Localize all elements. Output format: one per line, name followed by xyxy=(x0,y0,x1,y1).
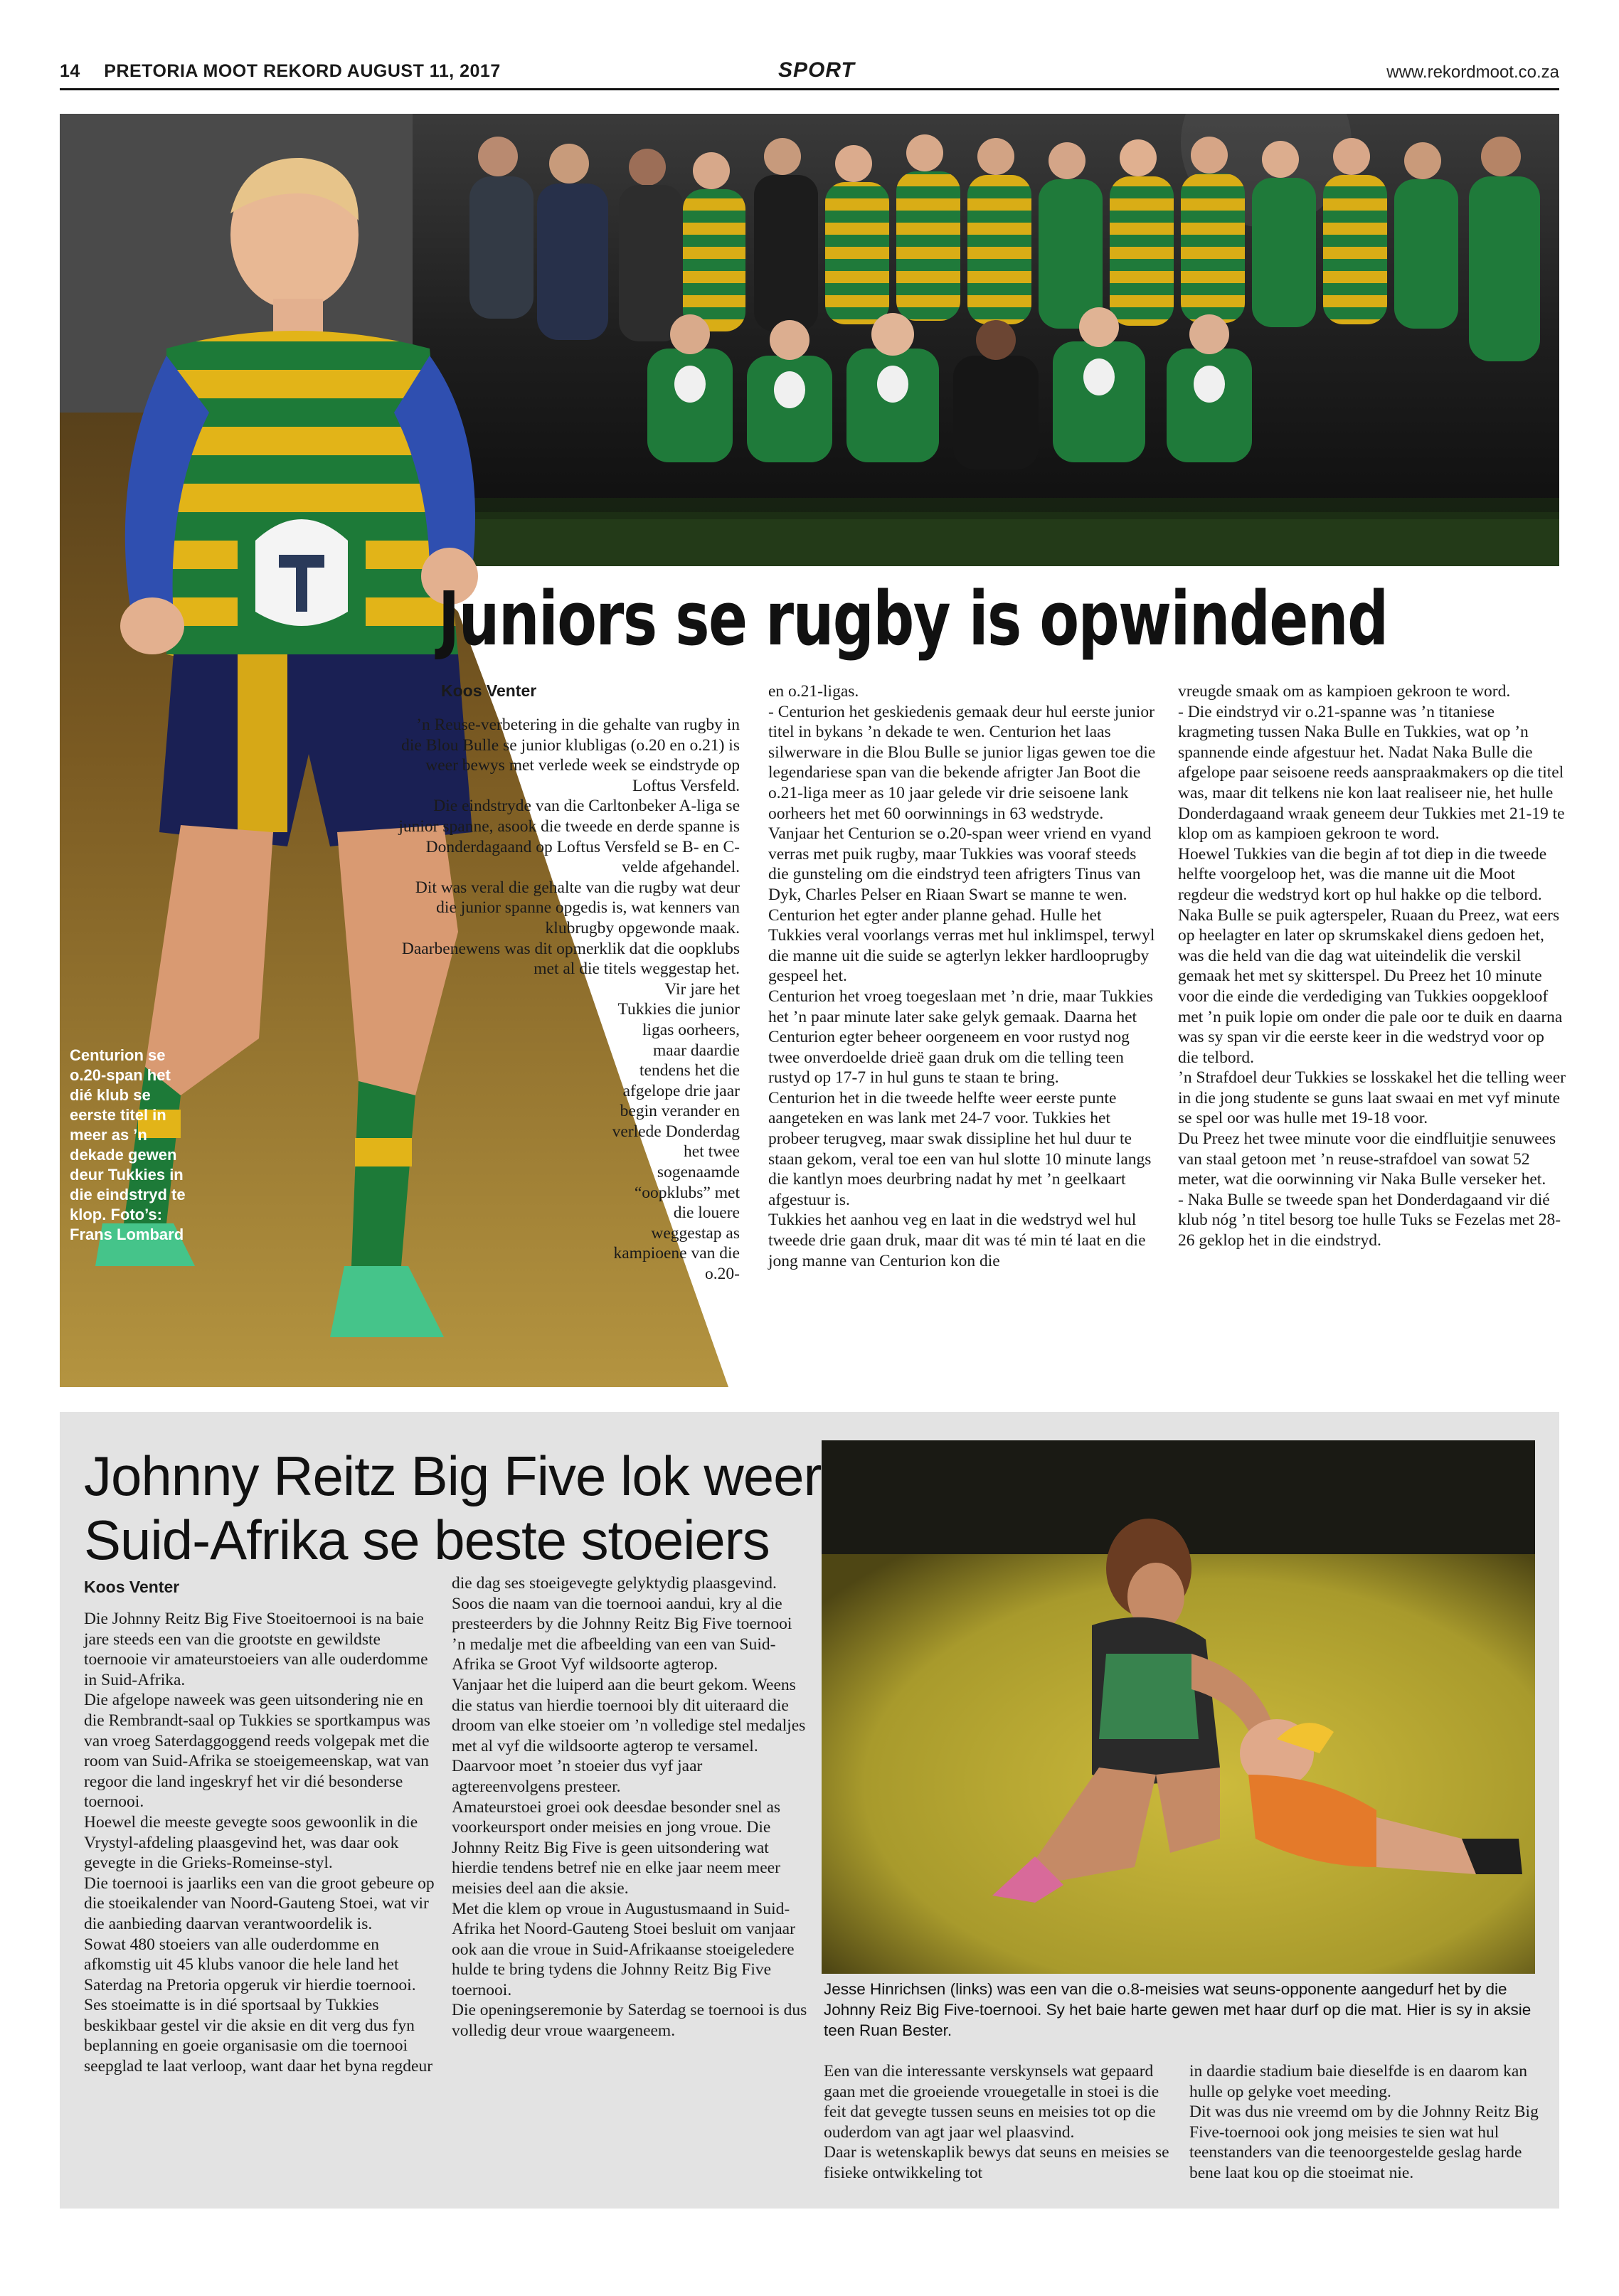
website-url[interactable]: www.rekordmoot.co.za xyxy=(1386,63,1559,82)
paragraph: Die openingseremonie by Saterdag se toernooi is dus volledig deur vroue waargeneem. xyxy=(452,2001,807,2041)
section-label: SPORT xyxy=(778,58,855,82)
paragraph: Sowat 480 stoeiers van alle ouderdomme en afkomstig uit 45 klubs vanoor die hele land het Saterdag na Pretoria opgeruk vir hierdie toernooi. xyxy=(84,1935,416,1994)
wrestling-column-1 xyxy=(84,1609,440,2077)
paragraph: Centurion het vroeg toegeslaan met ’n drie, maar Tukkies het ’n paar minute later sake gelyk gemaak. Daarna het Centurion egter beheer oorgeneem en voor rustyd nog twee onverdoelde drieë gaan druk om die telling teen rustyd op 17-7 in hul guns te staan te bring. xyxy=(768,987,1154,1088)
paragraph: ’n Reuse-verbetering in die gehalte van rugby in die Blou Bulle se junior klubligas (o.20 en o.21) is weer bewys met verlede week se eindstryde op Loftus Versfeld. xyxy=(401,716,740,795)
page-number: 14 xyxy=(60,61,80,81)
wrestling-photo-svg xyxy=(822,1440,1535,1974)
wrestling-photo-caption: Jesse Hinrichsen (links) was een van die o.8-meisies wat seuns-opponente aangedurf het by die Johnny Reiz Big Five-toernooi. Sy het baie harte gewen met haar durf op die mat. Hier is sy in aksie teen Ruan Bester. xyxy=(824,1980,1532,2039)
paragraph: Soos die naam van die toernooi aandui, kry al die presteerders by die Johnny Reitz Big Five toernooi ’n medalje met die afbeelding van een van Suid-Afrika se Groot Vyf wildsoorte agterop. xyxy=(452,1594,792,1674)
rugby-photo-caption: Centurion se o.20-span het dié klub se eerste titel in meer as ’n dekade gewen deur Tukkies in die eindstryd te klop. Foto’s: Frans Lombard xyxy=(70,1046,186,1243)
paragraph: ’n Strafdoel deur Tukkies se losskakel het die telling weer in die jong studente se guns laat swaai en met vyf minute se spel oor was hulle met 19-18 voor. xyxy=(1178,1068,1566,1128)
paragraph: Ses stoeimatte is in dié sportsaal by Tukkies beskikbaar gestel vir die aksie en dit verg dus fyn beplanning en goeie organisasie om die toernooi seepglad te laat verloop, want daar het byna regdeur xyxy=(84,1996,433,2076)
wrestling-column-4 xyxy=(1189,2061,1545,2184)
paragraph: en o.21-ligas. xyxy=(768,682,859,701)
header-rule xyxy=(60,88,1559,90)
paragraph: Vanjaar het die luiperd aan die beurt gekom. Weens die status van hierdie toernooi bly dit uiteraard die droom van elke stoeier om ’n volledige stel medaljes met al vyf die wildsoorte agterop te versamel. xyxy=(452,1675,806,1755)
paragraph: Hoewel die meeste gevegte soos gewoonlik in die Vrystyl-afdeling plaasgevind het, was daar ook gevegte in die Grieks-Romeinse-styl. xyxy=(84,1812,418,1873)
rugby-column-2 xyxy=(768,681,1158,1271)
paragraph: Tukkies het aanhou veg en laat in die wedstryd wel hul tweede drie gaan druk, maar dit was té min té laat en die jong manne van Centurion kon die xyxy=(768,1211,1146,1270)
paragraph: Die afgelope naweek was geen uitsondering nie en die Rembrandt-saal op Tukkies se sportkampus was van vroeg Saterdaggoggend reeds volgepak met die room van Suid-Afrika se stoeigemeenskap, wat van regoor die land ingeskryf het vir dié besonderse toernooi. xyxy=(84,1691,430,1812)
paragraph: Du Preez het twee minute voor die eindfluitjie senuwees van staal getoon met ’n reuse-strafdoel van sowat 52 meter, wat die oorwinning vir Naka Bulle verseker het. xyxy=(1178,1130,1556,1189)
paragraph: - Centurion het geskiedenis gemaak deur hul eerste junior titel in bykans ’n dekade te wen. Centurion het laas silwerware in die Blou Bulle se junior ligas gewen toe die legendariese span van die bekende afrigter Jan Boot die o.21-liga meer as 10 jaar gelede vir drie seisoene lank oorheers het met 60 oorwinnings in 63 wedstryde. xyxy=(768,702,1156,823)
paragraph: Die eindstryde van die Carltonbeker A-liga se junior spanne, asook die tweede en derde spanne is Donderdagaand op Loftus Versfeld se B- en C-velde afgehandel. xyxy=(398,797,740,877)
paragraph: Centurion het egter ander planne gehad. Hulle het Tukkies veral voorlangs verras met hul inklimspel, terwyl die manne uit die suide se agterlyn lekker hardlooprugby gespeel het. xyxy=(768,905,1155,986)
paragraph: Dit was dus nie vreemd om by die Johnny Reitz Big Five-toernooi ook jong meisies te sien wat hul teenstanders van die teenoorgestelde geslag harde bene laat kou op die stoeimat nie. xyxy=(1189,2103,1539,2182)
paragraph: Daarbenewens was dit opmerklik dat die oopklubs met al die titels weggestap het. xyxy=(401,939,740,979)
paragraph: Die toernooi is jaarliks een van die groot gebeure op die stoeikalender van Noord-Gauteng Stoei, wat vir die aanbieding daarvan verantwoordelik is. xyxy=(84,1874,435,1933)
paragraph: Vanjaar het Centurion se o.20-span weer vriend en vyand verras met puik rugby, maar Tukkies was vooraf steeds die gunsteling om die eindstryd teen afrigters Tinus van Dyk, Charles Pelser en Riaan Swart se manne te wen. xyxy=(768,824,1152,904)
paragraph: Daar is wetenskaplik bewys dat seuns en meisies se fisieke ontwikkeling tot xyxy=(824,2143,1169,2182)
paragraph: vreugde smaak om as kampioen gekroon te word. xyxy=(1178,682,1511,701)
publication-date: PRETORIA MOOT REKORD AUGUST 11, 2017 xyxy=(104,61,501,81)
paragraph: Centurion het in die tweede helfte weer eerste punte aangeteken en was lank met 24-7 voor. Tukkies het probeer terugveg, maar swak dissipline het hul duur te staan gekom, veral toe een van hul slotte 10 minute langs die kantlyn moes deurbring nadat hy met ’n geelkaart afgestuur is. xyxy=(768,1088,1152,1209)
rugby-column-1 xyxy=(398,715,740,1285)
rugby-headline: Juniors se rugby is opwindend xyxy=(438,575,1388,662)
paragraph: Met die klem op vroue in Augustusmaand in Suid-Afrika het Noord-Gauteng Stoei besluit om vanjaar ook aan die vroue in Suid-Afrikaanse stoeigeledere hulde te bring tydens die Johnny Reitz Big Five toernooi. xyxy=(452,1899,795,1999)
rugby-column-3 xyxy=(1178,681,1568,1251)
wrestling-photo xyxy=(822,1440,1535,1974)
paragraph: Vir jare het Tukkies die junior ligas oorheers, maar daardie tendens het die afgelope drie jaar begin verander en verlede Donderdag het twee sogenaamde “oopklubs” met die louere weggestap as kampioene van die o.20- xyxy=(612,979,740,1284)
wrestling-headline: Johnny Reitz Big Five lok weer Suid-Afrika se beste stoeiers xyxy=(84,1445,822,1571)
paragraph: Dit was veral die gehalte van die rugby wat deur die junior spanne opgedis is, wat kenners van klubrugby opgewonde maak. xyxy=(415,878,740,937)
paragraph: - Naka Bulle se tweede span het Donderdagaand vir dié klub nóg ’n titel besorg toe hulle Tuks se Fezelas met 28-26 geklop het in die eindstryd. xyxy=(1178,1190,1561,1250)
rugby-byline: Koos Venter xyxy=(441,681,537,700)
paragraph: Een van die interessante verskynsels wat gepaard gaan met die groeiende vrouegetalle in stoei is die feit dat gevegte tussen seuns en meisies tot op die ouderdom van agt jaar wel plaasvind. xyxy=(824,2062,1159,2142)
page-header xyxy=(60,57,1559,85)
paragraph: Hoewel Tukkies van die begin af tot diep in die tweede helfte voorgeloop het, was die manne uit die Moot regdeur die wedstryd kort op hul hakke op die telbord. xyxy=(1178,844,1547,904)
wrestling-byline: Koos Venter xyxy=(84,1578,180,1596)
header-left xyxy=(60,61,501,82)
paragraph: die dag ses stoeigevegte gelyktydig plaasgevind. xyxy=(452,1574,777,1593)
paragraph: in daardie stadium baie dieselfde is en daarom kan hulle op gelyke voet meeding. xyxy=(1189,2062,1528,2101)
paragraph: Daarvoor moet ’n stoeier dus vyf jaar agtereenvolgens presteer. xyxy=(452,1757,703,1796)
paragraph: Amateurstoei groei ook deesdae besonder snel as voorkeursport onder meisies en jong vroue. Die Johnny Reitz Big Five is geen uitsondering wat hierdie tendens betref nie en elke jaar neem meer meisies deel aan die aksie. xyxy=(452,1797,781,1898)
paragraph: Naka Bulle se puik agterspeler, Ruaan du Preez, wat eers op heelagter en later op skrumskakel diens gedoen het, was die held van die dag wat uiteindelik die verskil gemaak het met sy skitterspel. Du Preez het 10 minute voor die einde die verdediging van Tukkies oopgekloof met ’n puik lopie om onder die pale oor te duik en daarna was sy span vir die eerste keer in die wedstryd voor op die telbord. xyxy=(1178,905,1563,1067)
wrestling-column-2 xyxy=(452,1573,807,2041)
wrestling-column-3 xyxy=(824,2061,1179,2184)
paragraph: Die Johnny Reitz Big Five Stoeitoernooi is na baie jare steeds een van die grootste en gewildste toernooie vir amateurstoeiers van alle ouderdomme in Suid-Afrika. xyxy=(84,1610,428,1689)
paragraph: - Die eindstryd vir o.21-spanne was ’n titaniese kragmeting tussen Naka Bulle en Tukkies, wat op ’n spannende einde afgestuur het. Nadat Naka Bulle die afgelope paar seisoene reeds aanspraakmakers op die titel was, maar dit telkens nie kon laat realiseer nie, het hulle Donderdagaand wraak geneem deur Tukkies met 21-19 te klop om as kampioen gekroon te word. xyxy=(1178,702,1565,844)
